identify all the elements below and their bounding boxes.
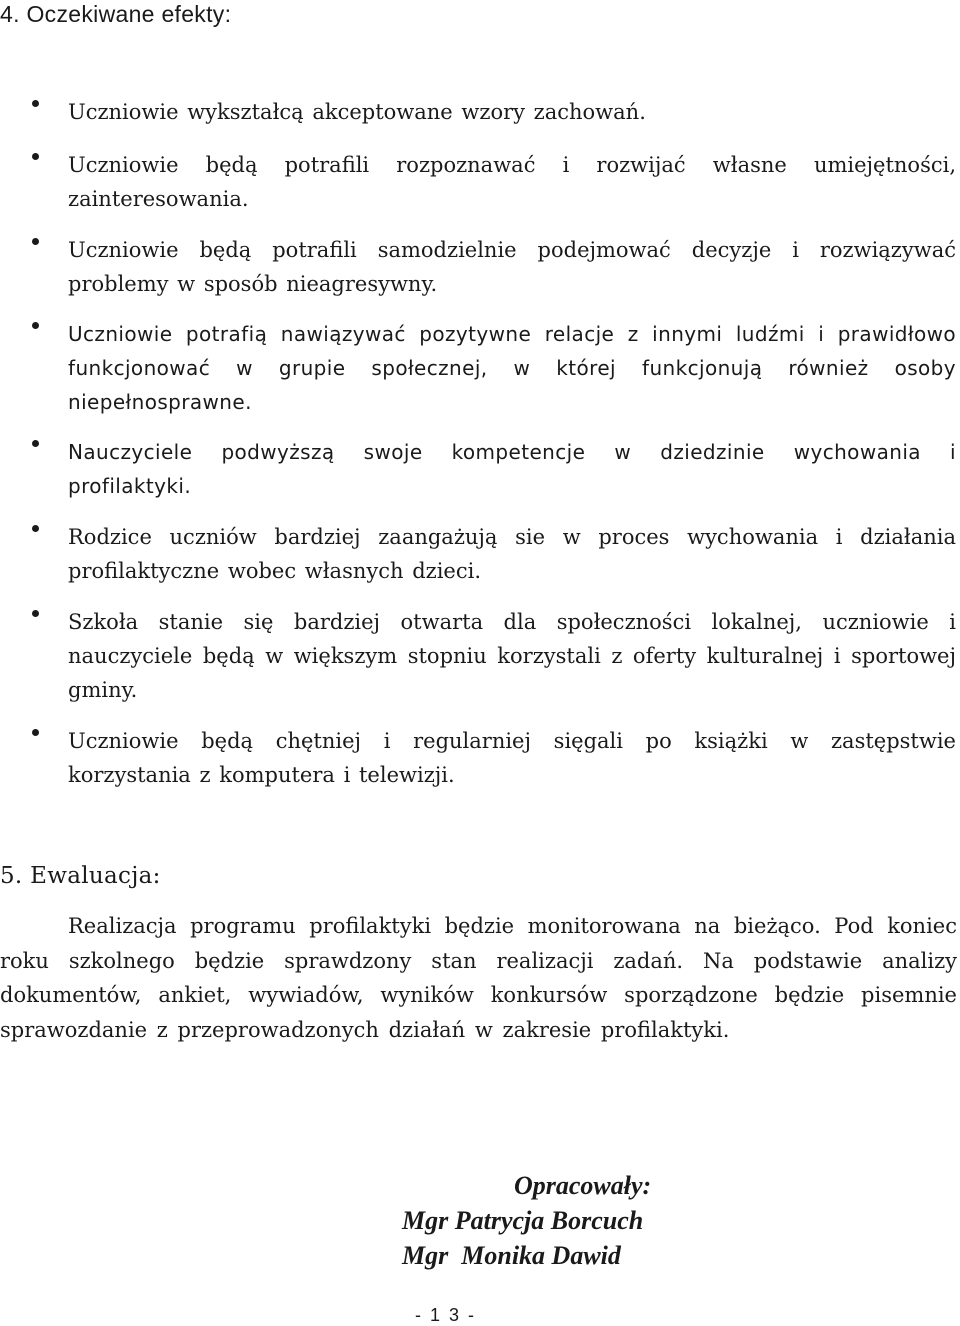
section-heading-expected-effects: 4. Oczekiwane efekty:: [0, 1, 232, 27]
bullet-icon: [32, 610, 39, 617]
list-item: Rodzice uczniów bardziej zaangażują sie w proces wychowania i działania profilaktyczne wobec własnych dzieci.: [68, 525, 956, 583]
signature-author-2: Mgr Monika Dawid: [402, 1241, 621, 1270]
bullet-icon: [32, 100, 39, 107]
bullet-icon: [32, 322, 39, 329]
bullet-icon: [32, 525, 39, 532]
signature-author-1: Mgr Patrycja Borcuch: [402, 1206, 644, 1235]
section-heading-evaluation: 5. Ewaluacja:: [0, 863, 161, 889]
bullet-icon: [32, 440, 39, 447]
list-item: Nauczyciele podwyższą swoje kompetencje w dziedzinie wychowania i profilaktyki.: [68, 440, 956, 498]
list-item: Uczniowie będą potrafili rozpoznawać i rozwijać własne umiejętności, zainteresowania.: [68, 153, 956, 211]
bullet-icon: [32, 238, 39, 245]
bullet-icon: [32, 153, 39, 160]
list-item: Uczniowie potrafią nawiązywać pozytywne relacje z innymi ludźmi i prawidłowo funkcjonować w grupie społecznej, w której funkcjonują również osoby niepełnosprawne.: [68, 322, 956, 414]
list-item: Szkoła stanie się bardziej otwarta dla społeczności lokalnej, uczniowie i nauczyciele będą w większym stopniu korzystali z oferty kulturalnej i sportowej gminy.: [68, 610, 956, 702]
list-item: Uczniowie będą chętniej i regularniej sięgali po książki w zastępstwie korzystania z komputera i telewizji.: [68, 729, 956, 787]
bullet-icon: [32, 729, 39, 736]
page-number: - 1 3 -: [415, 1305, 477, 1325]
list-item: Uczniowie wykształcą akceptowane wzory zachowań.: [68, 100, 646, 124]
signature-label: Opracowały:: [514, 1171, 652, 1200]
list-item: Uczniowie będą potrafili samodzielnie podejmować decyzje i rozwiązywać problemy w sposób nieagresywny.: [68, 238, 956, 296]
evaluation-paragraph: Realizacja programu profilaktyki będzie monitorowana na bieżąco. Pod koniec roku szkolnego będzie sprawdzony stan realizacji zadań. Na podstawie analizy dokumentów, ankiet, wywiadów, wyników konkursów sporządzone będzie pisemnie sprawozdanie z przeprowadzonych działań w zakresie profilaktyki.: [0, 914, 957, 1042]
